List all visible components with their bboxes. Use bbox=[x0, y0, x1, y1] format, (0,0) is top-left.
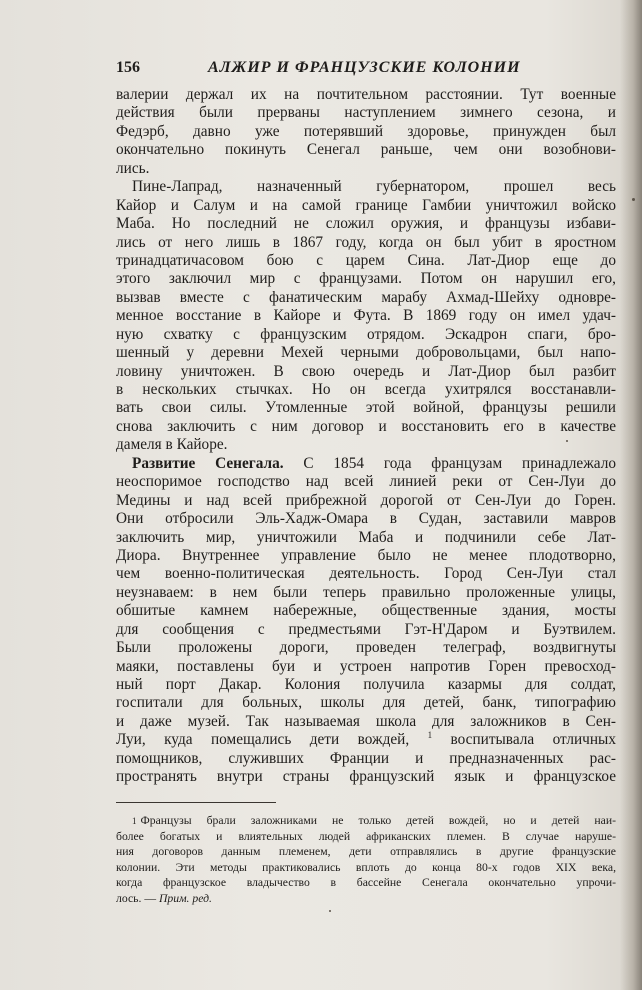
paper-speck bbox=[329, 910, 331, 912]
text-line: окончательно покинуть Сенегал раньше, чем они возобнови- bbox=[116, 141, 616, 159]
text-line-fragment: Луи, куда помещались дети вождей, bbox=[116, 731, 410, 749]
footnote-line: более богатых и влиятельных людей африканских племен. В случае наруше- bbox=[116, 829, 616, 843]
footnote-line: когда французское владычество в бассейне Сенегала окончательно упрочи- bbox=[116, 876, 616, 889]
footnote-line bbox=[116, 813, 616, 829]
text-line: госпитали для больных, школы для детей, банк, типографию bbox=[116, 694, 616, 712]
footnote bbox=[116, 813, 616, 906]
text-line: снова заключить с ним договор и восстановить его в качестве bbox=[116, 417, 616, 435]
body-text bbox=[116, 86, 616, 787]
text-line: валерии держал их на почтительном расстоянии. Тут военные bbox=[116, 86, 616, 103]
text-line: Медины и над всей прибрежной дорогой от Сен-Луи до Горен. bbox=[116, 491, 616, 509]
page-header bbox=[116, 59, 616, 85]
text-line: Они отбросили Эль-Хадж-Омара в Судан, заставили мавров bbox=[116, 510, 616, 528]
section-heading: Развитие Сенегала. bbox=[132, 454, 284, 472]
editor-note: Прим. ред. bbox=[158, 891, 212, 905]
text-line: Маба. Но последний не сложил оружия, и французы избави- bbox=[116, 215, 616, 233]
text-line: менное восстание в Кайоре и Фута. В 1869 году он имел удач- bbox=[116, 307, 616, 325]
text-line: обшитые камнем набережные, общественные здания, мосты bbox=[116, 602, 616, 620]
text-line: для сообщения с предместьями Гэт-Н'Даром и Буэтвилем. bbox=[116, 620, 616, 638]
page-edge-shadow bbox=[620, 0, 642, 990]
footnote-line: ния договоров данным племенем, дети отправлялись в другие французские bbox=[116, 845, 616, 858]
text-line: дамеля в Кайоре. bbox=[116, 436, 228, 454]
text-line: этого заключил мир с французами. Потом он нарушил его, bbox=[116, 270, 616, 288]
text-line: шенный у деревни Мехей черными добровольцами, был напо- bbox=[116, 344, 616, 362]
footnote-divider bbox=[116, 802, 276, 803]
running-title: АЛЖИР И ФРАНЦУЗСКИЕ КОЛОНИИ bbox=[208, 59, 521, 76]
text-line: ную схватку с французским отрядом. Эскадрон спаги, бро- bbox=[116, 325, 616, 343]
text-line: и даже музей. Так называемая школа для заложников в Сен- bbox=[116, 712, 616, 730]
text-line: лись от него лишь в 1867 году, когда он был убит в яростном bbox=[116, 233, 616, 251]
text-line: неузнаваем: в нем были теперь правильно проложенные улицы, bbox=[116, 583, 616, 601]
text-line bbox=[116, 455, 616, 473]
footnote-line: колонии. Эти методы практиковались вплоть до конца 80-х годов XIX века, bbox=[116, 860, 616, 874]
text-line: ный порт Дакар. Колония получила казармы для солдат, bbox=[116, 676, 616, 693]
text-line: вызвав вместе с фанатическим марабу Ахмад-Шейху одновре- bbox=[116, 288, 616, 306]
footnote-line-text: Французы брали заложниками не только детей вождей, но и детей наи- bbox=[140, 814, 616, 827]
paper-speck bbox=[632, 198, 635, 201]
text-line: действия были прерваны наступлением зимнего сезона, и bbox=[116, 104, 616, 122]
text-line: в нескольких стычках. Но он всегда ухитрялся восстанавли- bbox=[116, 381, 616, 398]
text-line: неоспоримое господство над всей линией реки от Сен-Луи до bbox=[116, 473, 616, 491]
footnote-reference[interactable]: 1 bbox=[427, 730, 433, 741]
text-line: пространять внутри страны французский язык и французское bbox=[116, 768, 616, 786]
footnote-marker: 1 bbox=[132, 816, 137, 826]
text-line: Федэрб, давно уже потерявший здоровье, принужден был bbox=[116, 122, 616, 140]
text-line: ловину уничтожен. В свою очередь и Лат-Диор был разбит bbox=[116, 362, 616, 380]
text-line: Были проложены дороги, проведен телеграф, воздвигнуты bbox=[116, 639, 616, 657]
text-line: Пине-Лапрад, назначенный губернатором, прошел весь bbox=[132, 178, 616, 196]
text-line: помощников, служивших Франции и предназначенных рас- bbox=[116, 749, 616, 767]
text-line-fragment: С 1854 года французам принадлежало bbox=[303, 454, 616, 472]
footnote-line-text: лось. — bbox=[116, 891, 157, 905]
text-line: маяки, поставлены буи и устроен напротив Горен превосход- bbox=[116, 657, 616, 675]
page-number: 156 bbox=[116, 59, 140, 76]
text-line-fragment: воспитывала отличных bbox=[450, 731, 616, 749]
text-line: лись. bbox=[116, 159, 150, 177]
text-line: Кайор и Салум и на самой границе Гамбии уничтожил войско bbox=[116, 196, 616, 214]
text-line: чем военно-политическая деятельность. Город Сен-Луи стал bbox=[116, 565, 616, 583]
text-line: Диора. Внутреннее управление было не менее плодотворно, bbox=[116, 546, 616, 564]
paper-speck bbox=[566, 440, 568, 442]
text-line: тринадцатичасовом бою с царем Сина. Лат-Диор еще до bbox=[116, 251, 616, 269]
text-line: заключить мир, уничтожили Маба и подчинили себе Лат- bbox=[116, 528, 616, 546]
text-line bbox=[116, 731, 616, 749]
footnote-line bbox=[116, 891, 616, 907]
text-line: вать свои силы. Утомленные этой войной, французы решили bbox=[116, 399, 616, 417]
